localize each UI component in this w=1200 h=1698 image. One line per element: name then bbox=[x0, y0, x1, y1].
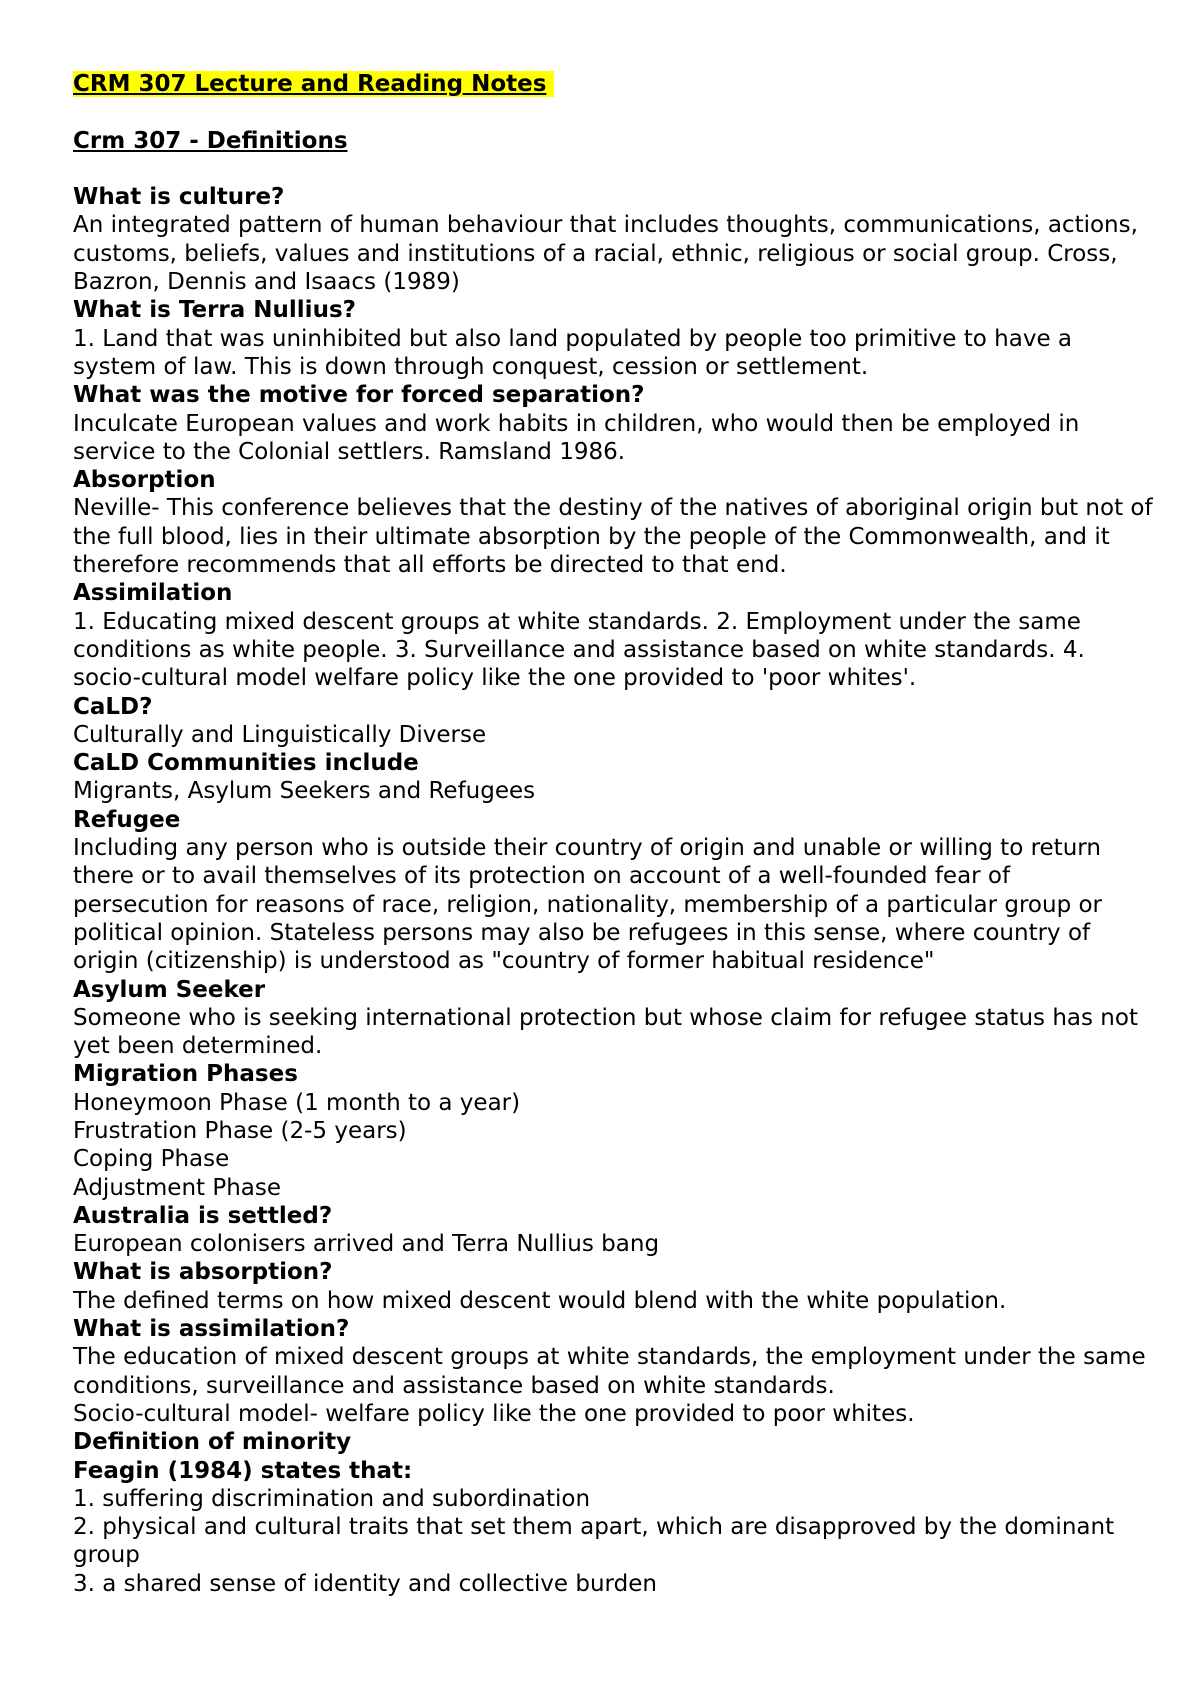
definition-text: 3. a shared sense of identity and collective burden bbox=[73, 1570, 657, 1597]
definition-text: Neville- This conference believes that the destiny of the natives of aboriginal origin but not of the full blood, lies in their ultimate absorption by the people of the Commonwealth, and it therefore recommends that all efforts be directed to that end. bbox=[73, 495, 1153, 579]
definition-term: Definition of minority bbox=[73, 1429, 352, 1456]
definition-term: Australia is settled? bbox=[73, 1202, 333, 1229]
definition-term: Feagin (1984) states that: bbox=[73, 1457, 413, 1484]
definition-term: What was the motive for forced separation? bbox=[73, 382, 645, 409]
definition-term: CaLD? bbox=[73, 693, 153, 720]
document-title: CRM 307 Lecture and Reading Notes bbox=[73, 71, 554, 97]
definition-text: The defined terms on how mixed descent would blend with the white population. bbox=[73, 1287, 1007, 1314]
blank-line bbox=[73, 155, 1153, 183]
definition-text: 2. physical and cultural traits that set them apart, which are disapproved by the dominant group bbox=[73, 1514, 1115, 1569]
definition-term: Absorption bbox=[73, 467, 216, 494]
definition-text: The education of mixed descent groups at white standards, the employment under the same conditions, surveillance and assistance based on white standards. bbox=[73, 1344, 1146, 1399]
definition-text: European colonisers arrived and Terra Nullius bang bbox=[73, 1231, 660, 1258]
definition-text: Culturally and Linguistically Diverse bbox=[73, 721, 487, 748]
title-line bbox=[73, 70, 1153, 98]
definition-term: Asylum Seeker bbox=[73, 976, 266, 1003]
definition-text: Socio-cultural model- welfare policy like the one provided to poor whites. bbox=[73, 1400, 915, 1427]
definition-text: 1. Land that was uninhibited but also land populated by people too primitive to have a system of law. This is down through conquest, cession or settlement. bbox=[73, 325, 1072, 380]
definition-text: Coping Phase bbox=[73, 1146, 230, 1173]
definition-term: Assimilation bbox=[73, 580, 233, 607]
definition-text: Migrants, Asylum Seekers and Refugees bbox=[73, 778, 536, 805]
definition-term: Refugee bbox=[73, 806, 181, 833]
definitions-list bbox=[73, 183, 1153, 1598]
definition-text: Adjustment Phase bbox=[73, 1174, 282, 1201]
definition-term: CaLD Communities include bbox=[73, 750, 419, 777]
definition-text: Including any person who is outside their country of origin and unable or willing to return there or to avail themselves of its protection on account of a well-founded fear of persecution for reasons of race, religion, nationality, membership of a particular group or political opinion. Stateless persons may also be refugees in this sense, where country of origin (citizenship) is understood as "country of former habitual residence" bbox=[73, 835, 1103, 975]
definition-text: Honeymoon Phase (1 month to a year) bbox=[73, 1089, 521, 1116]
definition-text: Someone who is seeking international protection but whose claim for refugee status has not yet been determined. bbox=[73, 1004, 1138, 1060]
definition-term: What is culture? bbox=[73, 184, 285, 211]
definition-text: 1. suffering discrimination and subordination bbox=[73, 1485, 591, 1512]
definition-text: An integrated pattern of human behaviour that includes thoughts, communications, actions, customs, beliefs, values and institutions of a racial, ethnic, religious or social group. Cross, Bazron, Dennis and Isaacs (1989) bbox=[73, 212, 1138, 296]
definition-term: What is Terra Nullius? bbox=[73, 297, 356, 324]
definition-term: What is assimilation? bbox=[73, 1316, 350, 1343]
definition-term: What is absorption? bbox=[73, 1259, 333, 1286]
definition-term: Migration Phases bbox=[73, 1061, 298, 1088]
definition-text: Inculcate European values and work habits in children, who would then be employed in service to the Colonial settlers. Ramsland 1986. bbox=[73, 410, 1080, 465]
definition-text: 1. Educating mixed descent groups at white standards. 2. Employment under the same conditions as white people. 3. Surveillance and assistance based on white standards. 4. socio-cultural model welfare policy like the one provided to 'poor whites'. bbox=[73, 608, 1085, 692]
definition-text: Frustration Phase (2-5 years) bbox=[73, 1117, 407, 1144]
document-subtitle: Crm 307 - Definitions bbox=[73, 127, 348, 154]
document-page bbox=[73, 70, 1153, 1598]
blank-line bbox=[73, 98, 1153, 126]
